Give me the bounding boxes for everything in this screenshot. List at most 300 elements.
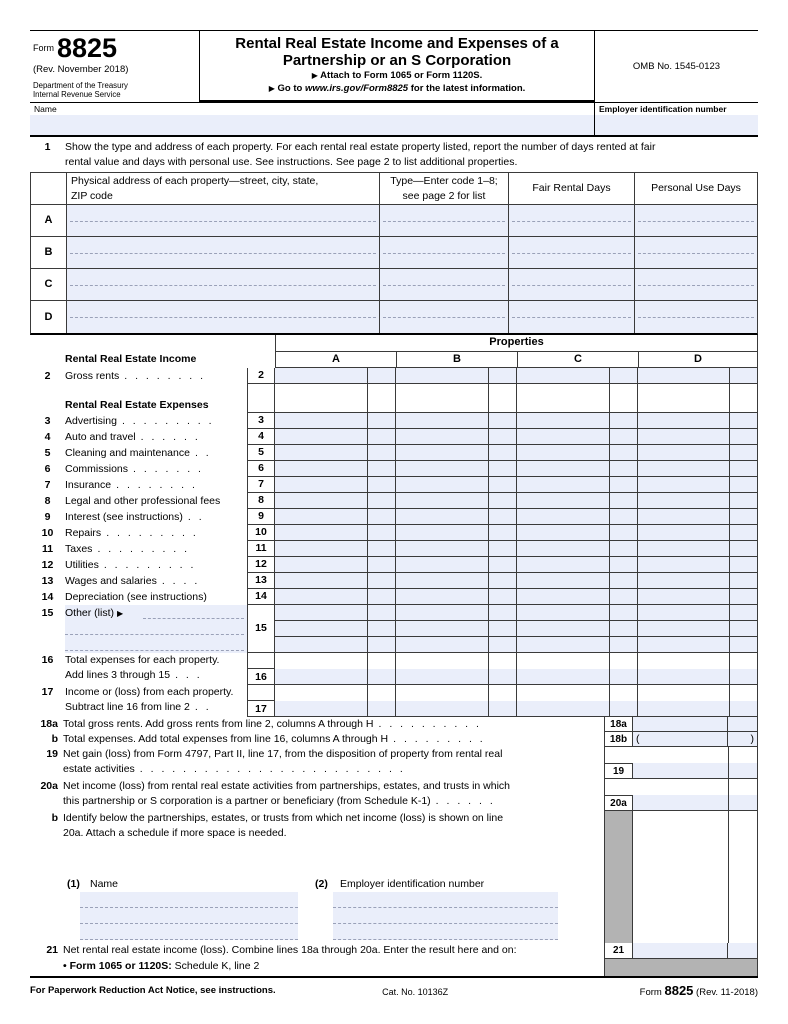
line11-amount-d[interactable] [638, 541, 730, 556]
line19-amount[interactable] [633, 763, 757, 778]
line4-cents-a[interactable] [368, 429, 396, 444]
line14-cents-a[interactable] [368, 589, 396, 604]
property-col-a: A [275, 352, 396, 368]
agency-name: Department of the Treasury Internal Revenue Service [33, 81, 128, 99]
line21-form-reference: • Form 1065 or 1120S: Schedule K, line 2 [30, 959, 758, 976]
fair-days-input-b[interactable] [508, 237, 634, 268]
line7-insurance [30, 477, 758, 493]
line12-utilities [30, 557, 758, 573]
dot-leader: . . . . . . . . . [393, 733, 483, 745]
line-number: 11 [41, 543, 54, 555]
line-number-box: 16 [248, 668, 274, 684]
gray-blocked-area [605, 811, 633, 943]
line11-cents-d[interactable] [730, 541, 758, 556]
line-number: 19 [46, 748, 58, 760]
line6-cents-a[interactable] [368, 461, 396, 476]
properties-grid-header [30, 335, 758, 368]
ein-input[interactable] [595, 115, 758, 135]
line16-amount-b[interactable] [396, 653, 489, 684]
line-number: 9 [44, 511, 51, 523]
line3-cents-b[interactable] [489, 413, 517, 428]
personal-days-input-a[interactable] [634, 205, 757, 236]
line17-cents-b[interactable] [489, 685, 517, 716]
dot-leader: . . . . . . . . [124, 370, 204, 382]
line2-cents-d[interactable] [730, 368, 758, 383]
line12-amount-d[interactable] [638, 557, 730, 572]
income-section-heading: Rental Real Estate Income [65, 353, 197, 365]
line16-amount-d[interactable] [638, 653, 730, 684]
line-label: Gross rents [65, 370, 120, 382]
line17-income-loss: 17 Income or (loss) from each property. Subtract line 16 from line 2 . . 17 [30, 685, 758, 717]
line-number-box: 18b [604, 732, 633, 746]
line20a-net-income: 20a Net income (loss) from rental real estate activities from partnerships, estates, and trusts in which this partnership or S corporation is a partner or beneficiary (from Schedule K-1) . . . . . . 20a [30, 779, 758, 811]
partner-ein-input[interactable] [333, 892, 558, 908]
line-number: b [51, 812, 58, 824]
gray-blocked-area [604, 959, 758, 976]
line11-amount-a[interactable] [275, 541, 368, 556]
dot-leader: . . . . . . . . . [106, 527, 196, 539]
line7-amount-c[interactable] [517, 477, 610, 492]
line-number: b [51, 733, 58, 745]
line9-cents-c[interactable] [610, 509, 638, 524]
line9-amount-a[interactable] [275, 509, 368, 524]
line6-amount-a[interactable] [275, 461, 368, 476]
personal-days-input-b[interactable] [634, 237, 757, 268]
line10-amount-b[interactable] [396, 525, 489, 540]
line17-cents-a[interactable] [368, 685, 396, 716]
line-label: Total expenses for each property. [65, 654, 220, 666]
line16-cents-c[interactable] [610, 653, 638, 684]
name-input[interactable] [30, 115, 594, 135]
col1-number: (1) [67, 878, 80, 890]
line5-cents-c[interactable] [610, 445, 638, 460]
address-input-b[interactable] [66, 237, 379, 268]
type-input-d[interactable] [379, 301, 508, 333]
line-number: 16 [41, 654, 54, 666]
line6-amount-c[interactable] [517, 461, 610, 476]
line17-amount-a[interactable] [275, 685, 368, 716]
line-number: 3 [44, 415, 51, 427]
address-input-d[interactable] [66, 301, 379, 333]
col1-label: Name [90, 878, 119, 890]
line11-cents-a[interactable] [368, 541, 396, 556]
dot-leader: . . . . . . . . . [121, 415, 212, 427]
line-number-box: 4 [247, 429, 275, 444]
line13-cents-d[interactable] [730, 573, 758, 588]
line9-amount-d[interactable] [638, 509, 730, 524]
line20a-amount[interactable] [633, 795, 757, 810]
line18a-total-gross-rents: 18a Total gross rents. Add gross rents from line 2, columns A through H . . . . . . . . . . 18a [30, 717, 758, 732]
line-number-box: 11 [247, 541, 275, 556]
line-number: 5 [44, 447, 51, 459]
line-label: Advertising [65, 415, 117, 427]
line8-amount-d[interactable] [638, 493, 730, 508]
type-input-a[interactable] [379, 205, 508, 236]
line14-cents-b[interactable] [489, 589, 517, 604]
line15-cents-c[interactable] [610, 605, 638, 652]
line15-amount-d[interactable] [638, 605, 730, 652]
revision-date: (Rev. November 2018) [33, 64, 129, 75]
line13-cents-c[interactable] [610, 573, 638, 588]
arrow-icon: ▶ [116, 609, 124, 618]
line-number-box: 14 [247, 589, 275, 604]
line15-cents-d[interactable] [730, 605, 758, 652]
line1-text-2: rental value and days with personal use. See instructions. See page 2 to list additional properties. [65, 156, 518, 168]
line-number-box: 10 [247, 525, 275, 540]
name-ein-row [30, 103, 758, 137]
line6-cents-b[interactable] [489, 461, 517, 476]
line8-cents-d[interactable] [730, 493, 758, 508]
line10-amount-a[interactable] [275, 525, 368, 540]
line17-amount-c[interactable] [517, 685, 610, 716]
line2-cents-a[interactable] [368, 368, 396, 383]
line4-amount-a[interactable] [275, 429, 368, 444]
address-input-a[interactable] [66, 205, 379, 236]
dot-leader: . . [194, 701, 209, 713]
line7-cents-a[interactable] [368, 477, 396, 492]
form-header [30, 30, 758, 103]
line8-cents-b[interactable] [489, 493, 517, 508]
line6-amount-d[interactable] [638, 461, 730, 476]
line2-cents-c[interactable] [610, 368, 638, 383]
line13-cents-a[interactable] [368, 573, 396, 588]
line15-cents-b[interactable] [489, 605, 517, 652]
line2-amount-d[interactable] [638, 368, 730, 383]
line7-amount-a[interactable] [275, 477, 368, 492]
line-number-box: 9 [247, 509, 275, 524]
line8-amount-a[interactable] [275, 493, 368, 508]
line-number: 15 [41, 607, 54, 619]
line3-cents-a[interactable] [368, 413, 396, 428]
col-header-type: Type—Enter code 1–8; see page 2 for list [379, 173, 508, 204]
line-number: 12 [41, 559, 54, 571]
line21-amount[interactable] [633, 943, 728, 958]
line5-amount-c[interactable] [517, 445, 610, 460]
line-number: 20a [40, 780, 58, 792]
line-label: Commissions [65, 463, 129, 475]
line18a-cents[interactable] [728, 717, 758, 731]
line-label: Repairs [65, 527, 102, 539]
line15-amount-c[interactable] [517, 605, 610, 652]
line-label: Income or (loss) from each property. [65, 686, 234, 698]
expenses-heading-row [30, 384, 758, 413]
line21-net-rental-income: 21 Net rental real estate income (loss). Combine lines 18a through 20a. Enter the result here and on: 21 [30, 943, 758, 959]
line-number-box: 2 [247, 368, 275, 383]
write-in-line[interactable] [65, 634, 244, 635]
line6-cents-d[interactable] [730, 461, 758, 476]
address-input-c[interactable] [66, 269, 379, 300]
form-8825-page [30, 30, 758, 999]
line10-cents-d[interactable] [730, 525, 758, 540]
line-label: Auto and travel [65, 431, 136, 443]
line-number: 17 [41, 686, 54, 698]
line14-cents-d[interactable] [730, 589, 758, 604]
line5-amount-a[interactable] [275, 445, 368, 460]
line17-cents-c[interactable] [610, 685, 638, 716]
line9-amount-c[interactable] [517, 509, 610, 524]
line-number: 14 [41, 591, 54, 603]
dot-leader: . . . . . . [435, 795, 493, 807]
partner-ein-input[interactable] [333, 924, 558, 940]
form-number: 8825 [57, 33, 118, 63]
goto-instruction: ▶ Go to www.irs.gov/Form8825 for the latest information. [268, 83, 526, 94]
dot-leader [207, 591, 212, 603]
line-label: Legal and other professional fees [65, 495, 221, 507]
form-title-line2: Partnership or an S Corporation [282, 52, 512, 69]
property-row-d [31, 301, 757, 333]
bullet-icon: • [63, 960, 67, 972]
line3-amount-a[interactable] [275, 413, 368, 428]
line15-other [30, 605, 758, 653]
line20b-identify: b Identify below the partnerships, estates, or trusts from which net income (loss) is shown on line 20a. Attach a schedule if more space is needed. (1) Name (2) Employer identification number [30, 811, 758, 943]
line-number: 4 [44, 431, 51, 443]
col-header-personal-use-days: Personal Use Days [634, 173, 757, 204]
line13-amount-a[interactable] [275, 573, 368, 588]
line11-cents-b[interactable] [489, 541, 517, 556]
line18b-total-expenses: b Total expenses. Add total expenses from line 16, columns A through H . . . . . . . . . 18b ( ) [30, 732, 758, 747]
line12-cents-c[interactable] [610, 557, 638, 572]
line4-amount-b[interactable] [396, 429, 489, 444]
line16-amount-c[interactable] [517, 653, 610, 684]
dot-leader: . . . . . . . . [116, 479, 195, 491]
line-number: 7 [44, 479, 51, 491]
expenses-section-heading: Rental Real Estate Expenses [65, 399, 209, 411]
line18b-amount[interactable] [633, 732, 728, 746]
line14-amount-d[interactable] [638, 589, 730, 604]
line17-cents-d[interactable] [730, 685, 758, 716]
line-number-box: 13 [247, 573, 275, 588]
dot-leader: . . . . . . . . . . . . . . . . . . . . . . . . . [139, 763, 403, 775]
type-input-c[interactable] [379, 269, 508, 300]
line5-amount-b[interactable] [396, 445, 489, 460]
line5-cents-a[interactable] [368, 445, 396, 460]
line-number: 1 [44, 141, 51, 153]
line-number: 2 [44, 370, 51, 382]
line-number: 18a [40, 718, 58, 730]
line12-amount-c[interactable] [517, 557, 610, 572]
line16-amount-a[interactable] [275, 653, 368, 684]
line8-amount-b[interactable] [396, 493, 489, 508]
line6-cents-c[interactable] [610, 461, 638, 476]
line-number: 21 [46, 944, 58, 956]
line1-text-1: Show the type and address of each property. For each rental real estate property listed, report the number of days rented at fair [65, 141, 656, 153]
line7-cents-c[interactable] [610, 477, 638, 492]
line18a-amount[interactable] [633, 717, 728, 731]
property-col-d: D [638, 352, 758, 368]
line-number-box: 5 [247, 445, 275, 460]
name-label: Name [34, 104, 57, 114]
line10-cents-c[interactable] [610, 525, 638, 540]
line15-amount-a[interactable] [275, 605, 368, 652]
line11-taxes [30, 541, 758, 557]
line14-depreciation [30, 589, 758, 605]
line8-legal-fees [30, 493, 758, 509]
line2-cents-b[interactable] [489, 368, 517, 383]
form-word: Form [33, 43, 54, 53]
dot-leader: . . . . . . . [133, 463, 201, 475]
line6-commissions [30, 461, 758, 477]
line-number-box: 19 [605, 763, 633, 778]
attach-instruction: ▶ Attach to Form 1065 or Form 1120S. [311, 70, 483, 81]
line14-amount-b[interactable] [396, 589, 489, 604]
col-header-fair-rental-days: Fair Rental Days [508, 173, 634, 204]
line3-cents-c[interactable] [610, 413, 638, 428]
line12-amount-a[interactable] [275, 557, 368, 572]
line13-amount-c[interactable] [517, 573, 610, 588]
partner-name-input[interactable] [80, 908, 298, 924]
line9-cents-d[interactable] [730, 509, 758, 524]
property-row-c [31, 269, 757, 301]
line5-cents-d[interactable] [730, 445, 758, 460]
fair-days-input-a[interactable] [508, 205, 634, 236]
line10-amount-c[interactable] [517, 525, 610, 540]
row-letter: D [44, 310, 53, 323]
col-header-address: Physical address of each property—street, city, state, ZIP code [66, 173, 379, 204]
address-table-header [31, 172, 757, 205]
line8-cents-a[interactable] [368, 493, 396, 508]
line5-cents-b[interactable] [489, 445, 517, 460]
bottom-rule [30, 976, 758, 978]
line-number-box: 12 [247, 557, 275, 572]
line17-amount-d[interactable] [638, 685, 730, 716]
line7-cents-b[interactable] [489, 477, 517, 492]
line12-cents-a[interactable] [368, 557, 396, 572]
line17-amount-b[interactable] [396, 685, 489, 716]
line-number-box: 8 [247, 493, 275, 508]
line8-amount-c[interactable] [517, 493, 610, 508]
line13-cents-b[interactable] [489, 573, 517, 588]
dot-leader [220, 495, 225, 507]
line5-cleaning [30, 445, 758, 461]
line7-amount-b[interactable] [396, 477, 489, 492]
dot-leader: . . . . . . . . . [97, 543, 188, 555]
line4-auto-travel [30, 429, 758, 445]
line3-advertising [30, 413, 758, 429]
line2-amount-c[interactable] [517, 368, 610, 383]
line-number: 13 [41, 575, 54, 587]
line10-repairs [30, 525, 758, 541]
line-number-box: 21 [604, 943, 633, 958]
dot-leader: . . . [175, 669, 200, 681]
property-col-b: B [396, 352, 517, 368]
fair-days-input-c[interactable] [508, 269, 634, 300]
col2-label: Employer identification number [340, 878, 485, 890]
line-number-box: 17 [248, 700, 274, 716]
line7-amount-d[interactable] [638, 477, 730, 492]
dot-leader: . . . . . . [140, 431, 198, 443]
properties-title: Properties [275, 335, 758, 352]
line5-amount-d[interactable] [638, 445, 730, 460]
line4-cents-c[interactable] [610, 429, 638, 444]
line4-cents-d[interactable] [730, 429, 758, 444]
line21-cents[interactable] [728, 943, 758, 958]
line15-cents-a[interactable] [368, 605, 396, 652]
line19-net-gain: 19 Net gain (loss) from Form 4797, Part II, line 17, from the disposition of property from rental real estate activities . . . . . . . . . . . . . . . . . . . . . . . . . 19 [30, 747, 758, 779]
col2-number: (2) [315, 878, 328, 890]
line4-amount-d[interactable] [638, 429, 730, 444]
row-letter: B [44, 246, 53, 258]
personal-days-input-d[interactable] [634, 301, 757, 333]
line4-amount-c[interactable] [517, 429, 610, 444]
line9-cents-b[interactable] [489, 509, 517, 524]
paperwork-notice: For Paperwork Reduction Act Notice, see instructions. [30, 985, 276, 996]
line3-cents-d[interactable] [730, 413, 758, 428]
line13-amount-b[interactable] [396, 573, 489, 588]
line10-cents-a[interactable] [368, 525, 396, 540]
title-block [200, 31, 595, 102]
line12-amount-b[interactable] [396, 557, 489, 572]
line-number: 8 [44, 495, 51, 507]
line2-amount-b[interactable] [396, 368, 489, 383]
line12-cents-b[interactable] [489, 557, 517, 572]
line16-cents-b[interactable] [489, 653, 517, 684]
partner-name-input[interactable] [80, 892, 298, 908]
arrow-icon: ▶ [268, 84, 275, 93]
line18b-cents[interactable] [728, 732, 758, 746]
line-label: Wages and salaries [65, 575, 157, 587]
line9-amount-b[interactable] [396, 509, 489, 524]
personal-days-input-c[interactable] [634, 269, 757, 300]
write-in-line[interactable] [65, 650, 244, 651]
form-title-line1: Rental Real Estate Income and Expenses of a [235, 35, 559, 52]
line11-amount-c[interactable] [517, 541, 610, 556]
dot-leader: . . . . . . . . . [103, 559, 194, 571]
catalog-number: Cat. No. 10136Z [382, 987, 449, 997]
line15-amount-b[interactable] [396, 605, 489, 652]
line11-amount-b[interactable] [396, 541, 489, 556]
line10-amount-d[interactable] [638, 525, 730, 540]
line3-amount-b[interactable] [396, 413, 489, 428]
line14-amount-a[interactable] [275, 589, 368, 604]
write-in-line[interactable] [143, 618, 244, 619]
type-input-b[interactable] [379, 237, 508, 268]
line-label: Interest (see instructions) [65, 511, 183, 523]
line4-cents-b[interactable] [489, 429, 517, 444]
partner-name-input[interactable] [80, 924, 298, 940]
line10-cents-b[interactable] [489, 525, 517, 540]
fair-days-input-d[interactable] [508, 301, 634, 333]
line16-total-expenses: 16 Total expenses for each property. Add lines 3 through 15 . . . 16 [30, 653, 758, 685]
line-number-box: 7 [247, 477, 275, 492]
partner-ein-input[interactable] [333, 908, 558, 924]
line6-amount-b[interactable] [396, 461, 489, 476]
line9-cents-a[interactable] [368, 509, 396, 524]
line16-cents-a[interactable] [368, 653, 396, 684]
line8-cents-c[interactable] [610, 493, 638, 508]
line-number-box: 20a [605, 795, 633, 810]
line7-cents-d[interactable] [730, 477, 758, 492]
line3-amount-d[interactable] [638, 413, 730, 428]
line11-cents-c[interactable] [610, 541, 638, 556]
line14-cents-c[interactable] [610, 589, 638, 604]
line16-cents-d[interactable] [730, 653, 758, 684]
ein-cell [595, 103, 758, 135]
dot-leader: . . [194, 447, 209, 459]
line-label: Other (list) [65, 607, 115, 619]
ein-label: Employer identification number [599, 104, 727, 114]
line9-interest [30, 509, 758, 525]
line3-amount-c[interactable] [517, 413, 610, 428]
dot-leader: . . . . . . . . . . [378, 718, 479, 730]
line14-amount-c[interactable] [517, 589, 610, 604]
line12-cents-d[interactable] [730, 557, 758, 572]
line13-amount-d[interactable] [638, 573, 730, 588]
line13-wages [30, 573, 758, 589]
line-number: 6 [44, 463, 51, 475]
line-label: Insurance [65, 479, 112, 491]
partnership-schedule-table [63, 877, 604, 941]
line2-amount-a[interactable] [275, 368, 368, 383]
